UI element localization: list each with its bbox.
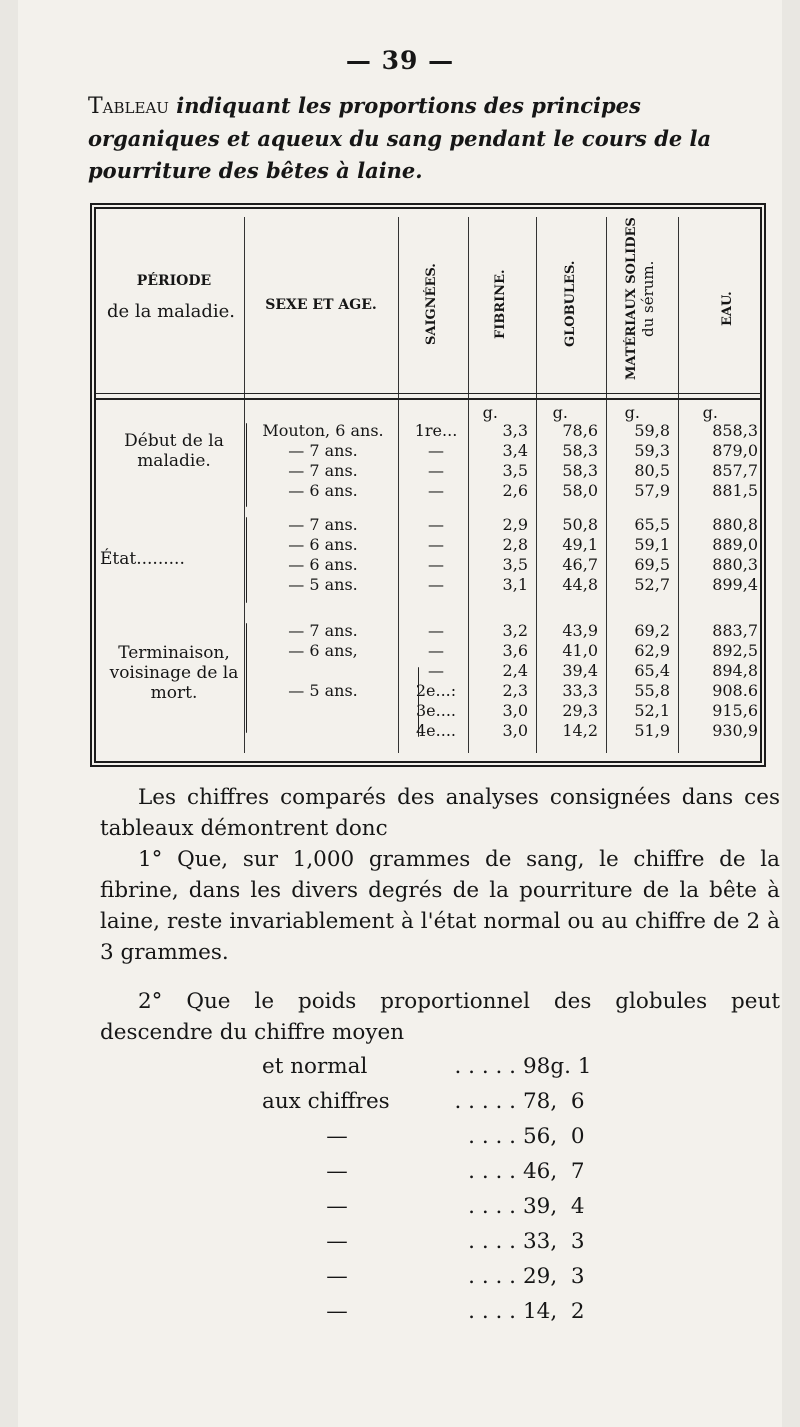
list-dots: . . . . bbox=[468, 1264, 516, 1289]
page bbox=[18, 0, 782, 1427]
cell-fibrine: 3,5 bbox=[502, 555, 528, 574]
cell-materiaux: 80,5 bbox=[634, 461, 670, 480]
header-materiaux-sub: du sérum. bbox=[639, 260, 657, 338]
unit-label: g. bbox=[702, 403, 718, 422]
cell-fibrine: 3,0 bbox=[502, 721, 528, 740]
list-label: — bbox=[326, 1229, 348, 1254]
table-caption bbox=[88, 90, 768, 187]
brace-debut bbox=[246, 423, 247, 507]
header-globules: GLOBULES. bbox=[563, 260, 578, 348]
cell-sexe: — 5 ans. bbox=[288, 575, 358, 594]
cell-fibrine: 3,2 bbox=[502, 621, 528, 640]
list-value: 39, 4 bbox=[523, 1194, 585, 1219]
cell-materiaux: 59,8 bbox=[634, 421, 670, 440]
cell-fibrine: 2,8 bbox=[502, 535, 528, 554]
cell-eau: 892,5 bbox=[712, 641, 758, 660]
header-saignees: SAIGNÉES. bbox=[424, 263, 439, 345]
cell-eau: 881,5 bbox=[712, 481, 758, 500]
period-etat: État......... bbox=[100, 549, 185, 569]
cell-fibrine: 3,1 bbox=[502, 575, 528, 594]
cell-globules: 49,1 bbox=[562, 535, 598, 554]
cell-fibrine: 2,4 bbox=[502, 661, 528, 680]
unit-label: g. bbox=[624, 403, 640, 422]
cell-eau: 915,6 bbox=[712, 701, 758, 720]
cell-fibrine: 2,6 bbox=[502, 481, 528, 500]
cell-saignee: 2e...: bbox=[415, 681, 457, 700]
cell-globules: 41,0 bbox=[562, 641, 598, 660]
caption-text: indiquant les proportions des principes organiques et aqueux du sang pendant le cours de la pourriture des bêtes à laine. bbox=[88, 93, 712, 183]
cell-globules: 29,3 bbox=[562, 701, 598, 720]
cell-saignee: — bbox=[428, 515, 444, 534]
cell-eau: 894,8 bbox=[712, 661, 758, 680]
cell-sexe: — 7 ans. bbox=[288, 515, 358, 534]
list-value: 29, 3 bbox=[523, 1264, 585, 1289]
cell-globules: 39,4 bbox=[562, 661, 598, 680]
cell-fibrine: 2,3 bbox=[502, 681, 528, 700]
cell-globules: 46,7 bbox=[562, 555, 598, 574]
paragraph-intro: Les chiffres comparés des analyses consignées dans ces tableaux démontrent donc bbox=[100, 785, 780, 841]
list-dots: . . . . bbox=[468, 1124, 516, 1149]
list-value: 33, 3 bbox=[523, 1229, 585, 1254]
cell-fibrine: 3,3 bbox=[502, 421, 528, 440]
cell-materiaux: 65,5 bbox=[634, 515, 670, 534]
brace-saignees bbox=[418, 667, 419, 737]
cell-materiaux: 69,5 bbox=[634, 555, 670, 574]
list-label: aux chiffres bbox=[262, 1089, 390, 1114]
cell-eau: 857,7 bbox=[712, 461, 758, 480]
cell-globules: 78,6 bbox=[562, 421, 598, 440]
header-fibrine: FIBRINE. bbox=[493, 269, 508, 339]
cell-saignee: — bbox=[428, 555, 444, 574]
brace-etat bbox=[246, 517, 247, 603]
cell-globules: 43,9 bbox=[562, 621, 598, 640]
cell-fibrine: 2,9 bbox=[502, 515, 528, 534]
list-dots: . . . . bbox=[468, 1159, 516, 1184]
cell-saignee: — bbox=[428, 535, 444, 554]
list-label: — bbox=[326, 1264, 348, 1289]
cell-saignee: — bbox=[428, 461, 444, 480]
list-value: 98g. 1 bbox=[523, 1054, 592, 1079]
cell-saignee: 3e.... bbox=[416, 701, 456, 720]
cell-fibrine: 3,5 bbox=[502, 461, 528, 480]
cell-globules: 50,8 bbox=[562, 515, 598, 534]
list-dots: . . . . . bbox=[454, 1054, 516, 1079]
list-value: 46, 7 bbox=[523, 1159, 585, 1184]
list-label: — bbox=[326, 1124, 348, 1149]
header-periode-sub: de la maladie. bbox=[106, 301, 236, 322]
cell-saignee: 1re... bbox=[414, 421, 458, 440]
header-materiaux-label: MATÉRIAUX SOLIDES bbox=[624, 217, 639, 381]
cell-saignee: — bbox=[428, 621, 444, 640]
cell-materiaux: 55,8 bbox=[634, 681, 670, 700]
period-debut: Début de la maladie. bbox=[124, 431, 224, 471]
cell-materiaux: 52,1 bbox=[634, 701, 670, 720]
paragraph-globules: 2° Que le poids proportionnel des globules peut descendre du chiffre moyen bbox=[100, 989, 780, 1045]
cell-sexe: Mouton, 6 ans. bbox=[262, 421, 384, 440]
cell-eau: 883,7 bbox=[712, 621, 758, 640]
cell-eau: 858,3 bbox=[712, 421, 758, 440]
cell-materiaux: 65,4 bbox=[634, 661, 670, 680]
paragraph-fibrine: 1° Que, sur 1,000 grammes de sang, le chiffre de la fibrine, dans les divers degrés de la pourriture de la bête à laine, reste invariablement à l'état normal ou au chiffre de 2 à 3 grammes. bbox=[100, 847, 780, 965]
blood-composition-table bbox=[90, 203, 766, 767]
list-dots: . . . . bbox=[468, 1299, 516, 1324]
cell-materiaux: 69,2 bbox=[634, 621, 670, 640]
cell-sexe: — 6 ans. bbox=[288, 535, 358, 554]
list-label: — bbox=[326, 1159, 348, 1184]
header-periode: PÉRIODE bbox=[136, 273, 212, 289]
header-rule bbox=[96, 393, 760, 400]
cell-eau: 899,4 bbox=[712, 575, 758, 594]
cell-sexe: — 6 ans. bbox=[288, 555, 358, 574]
cell-globules: 44,8 bbox=[562, 575, 598, 594]
cell-eau: 880,3 bbox=[712, 555, 758, 574]
cell-globules: 33,3 bbox=[562, 681, 598, 700]
cell-materiaux: 52,7 bbox=[634, 575, 670, 594]
cell-globules: 58,3 bbox=[562, 461, 598, 480]
cell-fibrine: 3,0 bbox=[502, 701, 528, 720]
brace-terminaison bbox=[246, 623, 247, 733]
list-dots: . . . . bbox=[468, 1229, 516, 1254]
list-label: — bbox=[326, 1194, 348, 1219]
header-materiaux bbox=[624, 213, 656, 385]
cell-materiaux: 51,9 bbox=[634, 721, 670, 740]
list-label: et normal bbox=[262, 1054, 368, 1079]
cell-saignee: — bbox=[428, 441, 444, 460]
list-dots: . . . . bbox=[468, 1194, 516, 1219]
list-value: 56, 0 bbox=[523, 1124, 585, 1149]
cell-materiaux: 62,9 bbox=[634, 641, 670, 660]
cell-saignee: 4e.... bbox=[416, 721, 456, 740]
cell-eau: 889,0 bbox=[712, 535, 758, 554]
cell-eau: 908.6 bbox=[712, 681, 758, 700]
cell-materiaux: 57,9 bbox=[634, 481, 670, 500]
cell-materiaux: 59,1 bbox=[634, 535, 670, 554]
cell-sexe: — 7 ans. bbox=[288, 621, 358, 640]
cell-sexe: — 6 ans, bbox=[288, 641, 358, 660]
cell-globules: 14,2 bbox=[562, 721, 598, 740]
list-label: — bbox=[326, 1299, 348, 1324]
period-terminaison: Terminaison, voisinage de la mort. bbox=[109, 643, 239, 703]
cell-globules: 58,3 bbox=[562, 441, 598, 460]
cell-eau: 879,0 bbox=[712, 441, 758, 460]
cell-materiaux: 59,3 bbox=[634, 441, 670, 460]
unit-label: g. bbox=[482, 403, 498, 422]
cell-saignee: — bbox=[428, 641, 444, 660]
list-value: 14, 2 bbox=[523, 1299, 585, 1324]
cell-sexe: — 6 ans. bbox=[288, 481, 358, 500]
cell-saignee: — bbox=[428, 661, 444, 680]
cell-fibrine: 3,4 bbox=[502, 441, 528, 460]
cell-sexe: — 7 ans. bbox=[288, 441, 358, 460]
list-value: 78, 6 bbox=[523, 1089, 585, 1114]
caption-lead: Tableau bbox=[88, 94, 169, 119]
page-number: — 39 — bbox=[345, 46, 455, 75]
cell-saignee: — bbox=[428, 481, 444, 500]
cell-saignee: — bbox=[428, 575, 444, 594]
cell-globules: 58,0 bbox=[562, 481, 598, 500]
cell-eau: 880,8 bbox=[712, 515, 758, 534]
header-eau: EAU. bbox=[720, 291, 735, 327]
unit-label: g. bbox=[552, 403, 568, 422]
cell-sexe: — 5 ans. bbox=[288, 681, 358, 700]
list-dots: . . . . . bbox=[454, 1089, 516, 1114]
header-sexe-age: SEXE ET AGE. bbox=[265, 297, 377, 313]
cell-eau: 930,9 bbox=[712, 721, 758, 740]
cell-fibrine: 3,6 bbox=[502, 641, 528, 660]
cell-sexe: — 7 ans. bbox=[288, 461, 358, 480]
